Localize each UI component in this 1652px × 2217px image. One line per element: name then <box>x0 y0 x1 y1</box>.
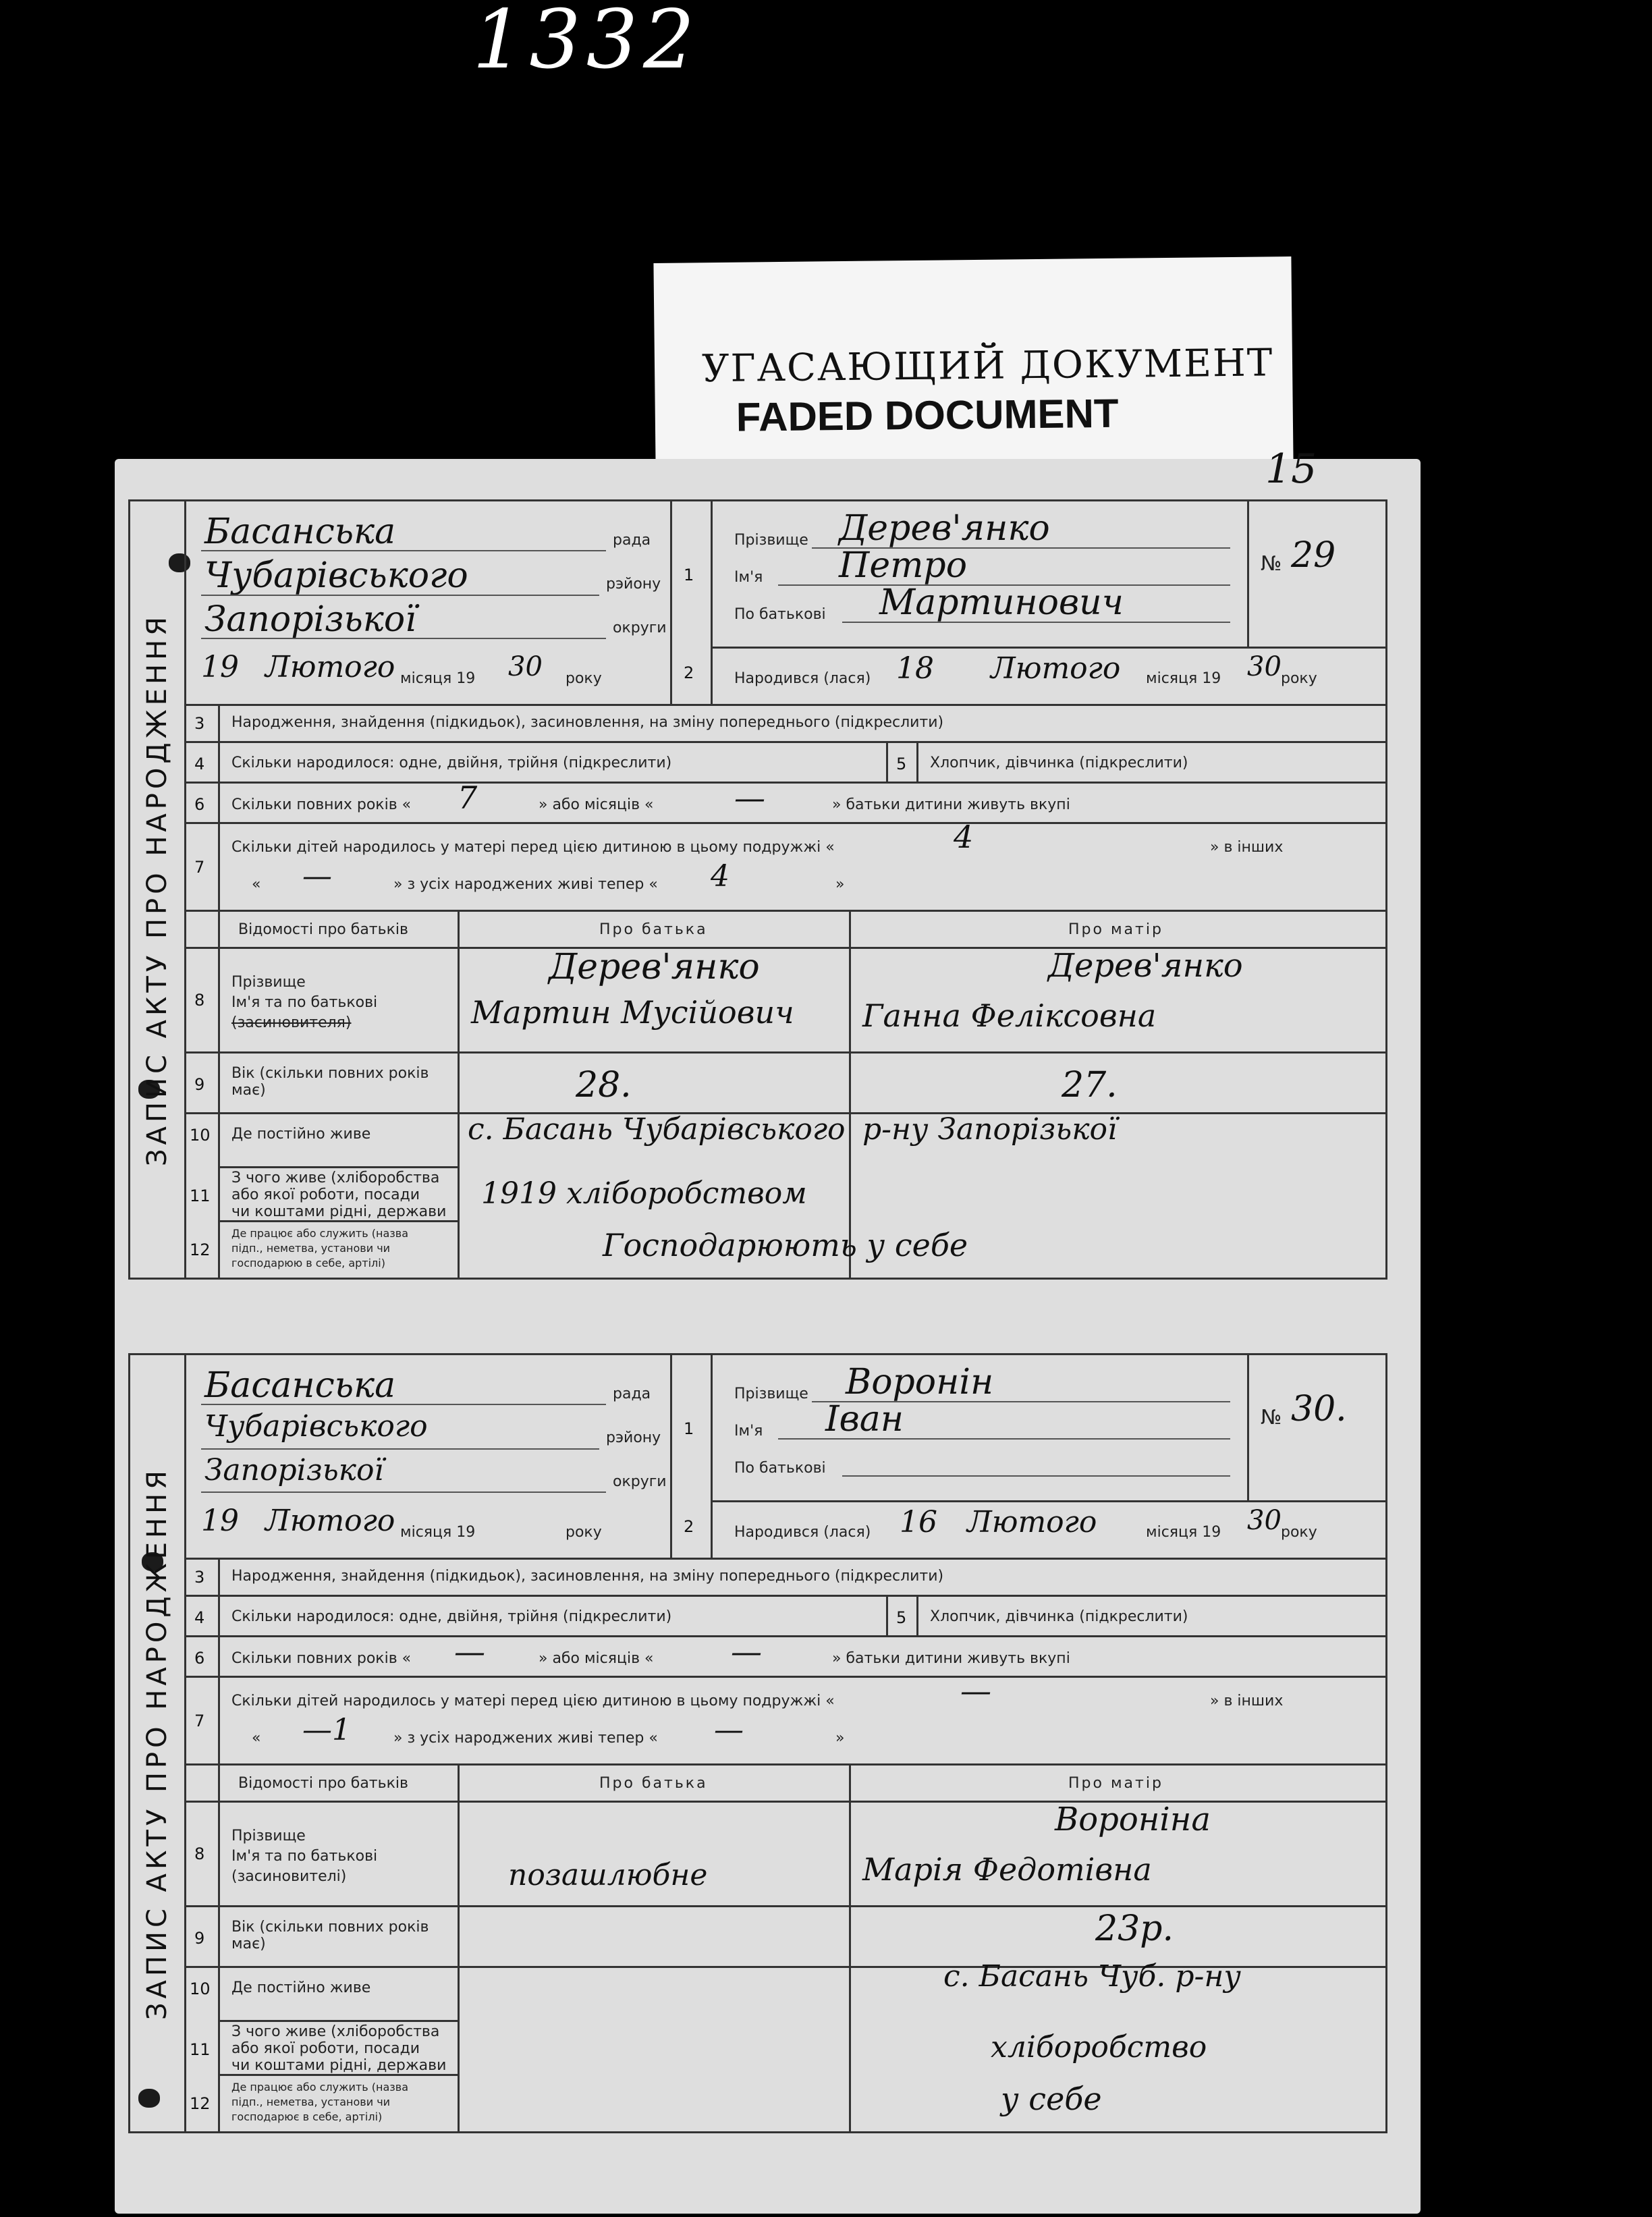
father-name: позашлюбне <box>508 1858 708 1892</box>
row-6-text-b: » або місяців « <box>539 1650 654 1667</box>
children-other: — <box>302 859 332 894</box>
father-name: Мартин Мусійович <box>471 994 794 1031</box>
row-number: 1 <box>684 566 694 584</box>
birth-month-label: місяця 19 <box>1146 670 1221 687</box>
okrug-handwritten: Запорізької <box>204 1453 384 1487</box>
registration-year: 30 <box>508 651 543 682</box>
row-6-text-c: » батьки дитини живуть вкупі <box>832 796 1070 813</box>
row-number: 11 <box>190 2040 211 2059</box>
birth-month: Лютого <box>967 1505 1097 1539</box>
row-4-text: Скільки народилося: одне, двійня, трійня (підкреслити) <box>231 1608 672 1625</box>
row-number: 2 <box>684 1517 694 1536</box>
row-6-text-a: Скільки повних років « <box>231 796 412 813</box>
birth-year: 30 <box>1247 651 1282 682</box>
patronymic-label: По батькові <box>734 606 826 623</box>
child-patronymic: Мартинович <box>879 582 1124 623</box>
years-together: 7 <box>458 779 478 816</box>
record-number: 29 <box>1291 535 1336 576</box>
children-alive: 4 <box>711 859 729 894</box>
surname-label: Прізвище <box>734 532 808 549</box>
row-number: 1 <box>684 1419 694 1438</box>
record-number-label: № <box>1261 552 1282 576</box>
row-7-text-c: « <box>252 876 261 893</box>
father-header: Про батька <box>599 1775 708 1792</box>
workplace: у себе <box>1001 2081 1102 2117</box>
birth-year-label: року <box>1281 1524 1317 1541</box>
patronymic-label: По батькові <box>734 1460 826 1477</box>
row-8-label-3: (засиновителя) <box>231 1014 352 1031</box>
months-together: — <box>731 1633 762 1670</box>
children-this-marriage: — <box>960 1672 991 1709</box>
row-8-label-1: Прізвище <box>231 974 306 991</box>
child-name: Іван <box>825 1399 904 1440</box>
row-number: 3 <box>194 714 205 733</box>
record-side-title: ЗАПИС АКТУ ПРО НАРОДЖЕННЯ <box>142 1467 173 2020</box>
father-age: 28. <box>576 1065 632 1105</box>
row-11-label-2: або якої роботи, посади <box>231 1186 420 1203</box>
registration-month: Лютого <box>265 650 395 684</box>
row-7-text-e: » <box>835 1730 845 1747</box>
registration-year-label: року <box>566 1524 602 1541</box>
okrug-handwritten: Запорізької <box>204 599 416 640</box>
born-label: Народився (лася) <box>734 1524 871 1541</box>
record-sidebar <box>130 501 186 1278</box>
faded-document-slip <box>653 256 1293 469</box>
row-7-text-a: Скільки дітей народилось у матері перед цією дитиною в цьому подружжі « <box>231 839 835 856</box>
row-7-text-a: Скільки дітей народилось у матері перед цією дитиною в цьому подружжі « <box>231 1693 835 1709</box>
row-6-text-a: Скільки повних років « <box>231 1650 412 1667</box>
birth-day: 18 <box>896 651 934 686</box>
row-9-label: Вік (скільки повних років має) <box>231 1919 429 1952</box>
child-surname: Дерев'янко <box>839 508 1050 549</box>
row-number: 8 <box>194 1844 205 1863</box>
father-surname: Дерев'янко <box>549 947 760 987</box>
row-11-label-1: З чого живе (хліборобства <box>231 1170 440 1186</box>
row-12-label-1: Де працює або служить (назва <box>231 1227 409 1240</box>
children-this-marriage: 4 <box>954 819 974 855</box>
row-11-label-3: чи коштами рідні, держави <box>231 1203 447 1220</box>
registration-year-label: року <box>566 670 602 687</box>
row-number: 3 <box>194 1568 205 1587</box>
mother-residence: с. Басань Чуб. р-ну <box>943 1959 1241 1994</box>
registration-month-label: місяця 19 <box>400 670 476 687</box>
row-11-label-3: чи коштами рідні, держави <box>231 2057 447 2074</box>
page-number: 15 <box>1265 445 1317 493</box>
row-number: 11 <box>190 1186 211 1205</box>
row-11-label-2: або якої роботи, посади <box>231 2040 420 2057</box>
registration-day: 19 <box>201 650 239 684</box>
record-sidebar <box>130 1355 186 2131</box>
born-label: Народився (лася) <box>734 670 871 687</box>
birth-day: 16 <box>900 1505 937 1539</box>
father-header: Про батька <box>599 921 708 938</box>
row-number: 4 <box>194 1608 205 1627</box>
parents-info-header: Відомості про батьків <box>238 921 408 938</box>
mother-occupation: хліборобство <box>991 2030 1207 2064</box>
council-handwritten: Басанська <box>204 512 396 552</box>
row-6-text-c: » батьки дитини живуть вкупі <box>832 1650 1070 1667</box>
row-9-label: Вік (скільки повних років має) <box>231 1065 429 1099</box>
row-number: 5 <box>896 1608 907 1627</box>
row-4-text: Скільки народилося: одне, двійня, трійня (підкреслити) <box>231 755 672 771</box>
children-other: —1 <box>302 1713 351 1747</box>
workplace: Господарюють у себе <box>603 1227 968 1263</box>
years-together: — <box>454 1633 485 1670</box>
row-number: 9 <box>194 1075 205 1094</box>
birth-year: 30 <box>1247 1505 1282 1536</box>
birth-month-label: місяця 19 <box>1146 1524 1221 1541</box>
archive-number: 1332 <box>472 0 700 87</box>
mother-header: Про матір <box>1068 1775 1163 1792</box>
row-number: 12 <box>190 1240 211 1259</box>
row-3-text: Народження, знайдення (підкидьок), засиновлення, на зміну попереднього (підкреслити) <box>231 714 944 731</box>
mother-name: Ганна Феліксовна <box>862 997 1157 1034</box>
row-number: 4 <box>194 755 205 773</box>
row-12-label-1: Де працює або служить (назва <box>231 2081 409 2093</box>
okrug-label: округи <box>613 620 667 636</box>
children-alive: — <box>714 1713 744 1747</box>
mother-surname: Дерев'янко <box>1048 947 1243 985</box>
row-12-label-2: підп., неметва, установи чи <box>231 1242 391 1255</box>
row-8-label-2: Ім'я та по батькові <box>231 1848 378 1865</box>
row-8-label-2: Ім'я та по батькові <box>231 994 378 1011</box>
slip-english-text: FADED DOCUMENT <box>736 390 1119 440</box>
row-7-text-b: » в інших <box>1210 1693 1284 1709</box>
row-number: 6 <box>194 1649 205 1668</box>
council-label: рада <box>613 532 651 549</box>
mother-header: Про матір <box>1068 921 1163 938</box>
record-number-label: № <box>1261 1406 1282 1429</box>
row-number: 5 <box>896 755 907 773</box>
row-7-text-d: » з усіх народжених живі тепер « <box>393 1730 658 1747</box>
row-6-text-b: » або місяців « <box>539 796 654 813</box>
district-label: рэйону <box>606 576 661 593</box>
row-number: 12 <box>190 2094 211 2113</box>
mother-residence: р-ну Запорізької <box>862 1112 1118 1147</box>
mother-age: 23р. <box>1095 1909 1174 1949</box>
slip-russian-text: УГАСАЮЩИЙ ДОКУМЕНТ <box>701 341 1274 391</box>
row-11-label-1: З чого живе (хліборобства <box>231 2023 440 2040</box>
row-number: 10 <box>190 1126 211 1145</box>
row-5-text: Хлопчик, дівчинка (підкреслити) <box>930 755 1188 771</box>
row-8-label-1: Прізвище <box>231 1828 306 1844</box>
birth-record-29 <box>128 499 1387 1280</box>
birth-month: Лютого <box>991 651 1121 686</box>
birth-record-30 <box>128 1353 1387 2133</box>
registration-day: 19 <box>201 1504 239 1538</box>
birth-year-label: року <box>1281 670 1317 687</box>
row-number: 6 <box>194 795 205 814</box>
parents-info-header: Відомості про батьків <box>238 1775 408 1792</box>
father-residence: с. Басань Чубарівського <box>468 1112 846 1147</box>
row-12-label-3: господарює в себе, артілі) <box>231 2110 383 2123</box>
district-label: рэйону <box>606 1429 661 1446</box>
council-label: рада <box>613 1386 651 1402</box>
row-number: 7 <box>194 1712 205 1730</box>
district-handwritten: Чубарівського <box>204 1409 428 1444</box>
row-10-label: Де постійно живе <box>231 1979 371 1996</box>
child-name: Петро <box>839 545 968 586</box>
row-7-text-d: » з усіх народжених живі тепер « <box>393 876 658 893</box>
child-surname: Воронін <box>846 1362 994 1402</box>
name-label: Ім'я <box>734 569 763 586</box>
council-handwritten: Басанська <box>204 1365 396 1406</box>
father-occupation: 1919 хліборобством <box>481 1176 807 1211</box>
registration-month: Лютого <box>265 1504 395 1538</box>
district-handwritten: Чубарівського <box>204 555 468 596</box>
row-number: 8 <box>194 991 205 1010</box>
row-7-text-c: « <box>252 1730 261 1747</box>
row-12-label-3: господарюю в себе, артілі) <box>231 1257 385 1269</box>
registration-month-label: місяця 19 <box>400 1524 476 1541</box>
surname-label: Прізвище <box>734 1386 808 1402</box>
row-number: 2 <box>684 663 694 682</box>
okrug-label: округи <box>613 1473 667 1490</box>
row-5-text: Хлопчик, дівчинка (підкреслити) <box>930 1608 1188 1625</box>
name-label: Ім'я <box>734 1423 763 1440</box>
row-number: 9 <box>194 1929 205 1948</box>
record-number: 30. <box>1291 1389 1347 1429</box>
mother-age: 27. <box>1062 1065 1118 1105</box>
row-number: 10 <box>190 1979 211 1998</box>
record-side-title: ЗАПИС АКТУ ПРО НАРОДЖЕННЯ <box>142 613 173 1166</box>
row-7-text-b: » в інших <box>1210 839 1284 856</box>
row-12-label-2: підп., неметва, установи чи <box>231 2096 391 2108</box>
mother-name: Марія Федотівна <box>862 1851 1152 1888</box>
mother-surname: Вороніна <box>1055 1801 1211 1838</box>
row-8-label-3: (засиновителі) <box>231 1868 347 1885</box>
months-together: — <box>734 779 765 816</box>
row-7-text-e: » <box>835 876 845 893</box>
row-number: 7 <box>194 858 205 877</box>
row-10-label: Де постійно живе <box>231 1126 371 1143</box>
row-3-text: Народження, знайдення (підкидьок), засиновлення, на зміну попереднього (підкреслити) <box>231 1568 944 1585</box>
